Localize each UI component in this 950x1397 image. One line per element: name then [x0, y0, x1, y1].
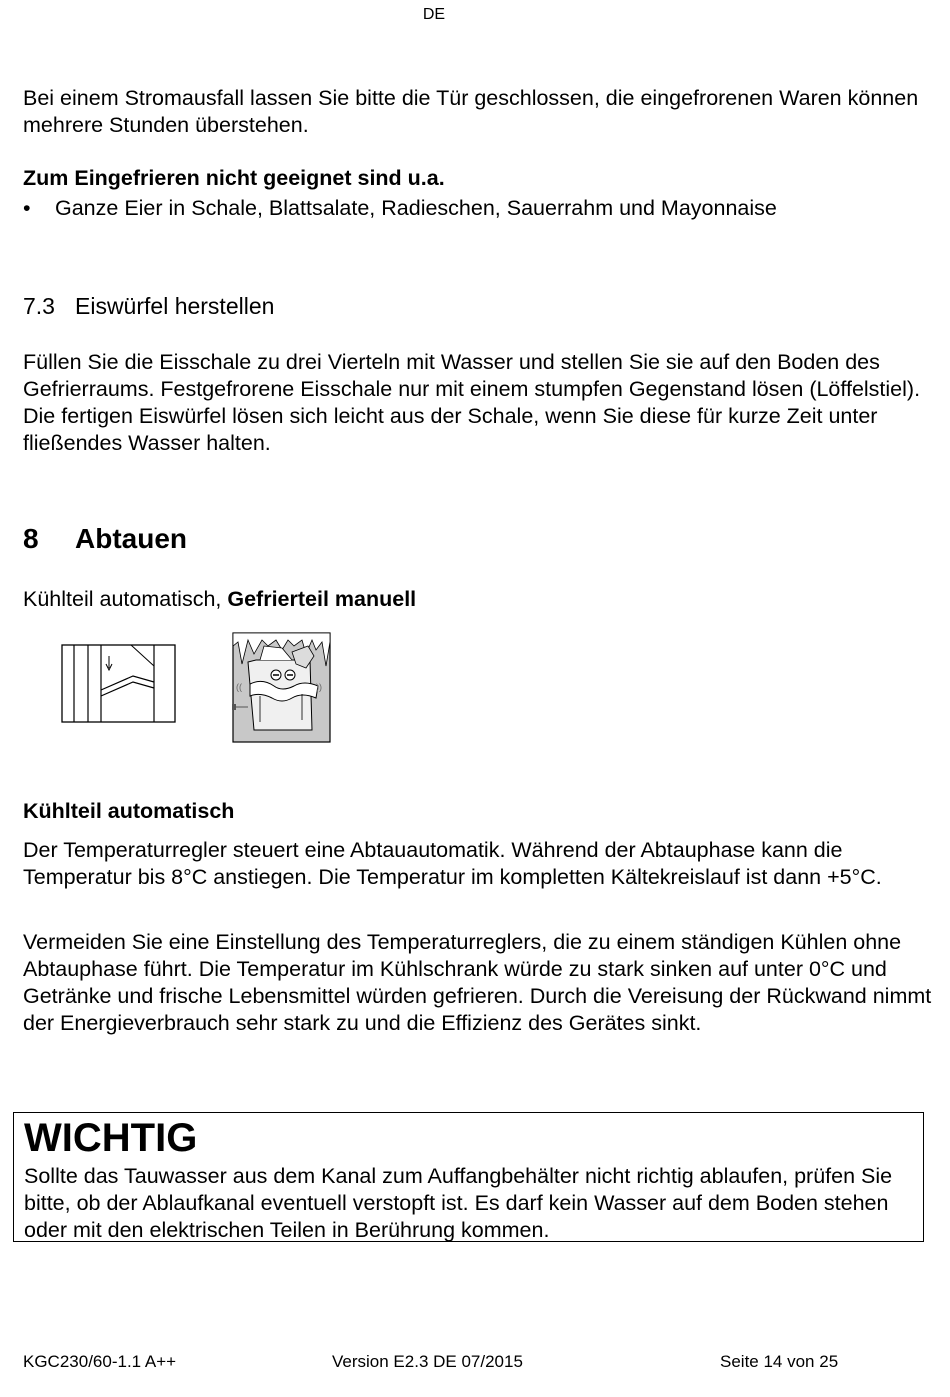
fridge-interior-illustration: [61, 644, 177, 724]
footer-page-number: Seite 14 von 25: [720, 1352, 839, 1371]
page-header-lang: DE: [422, 6, 446, 23]
footer-model: KGC230/60-1.1 A++: [23, 1352, 177, 1371]
auto-defrost-paragraph-1: Der Temperaturregler steuert eine Abtauautomatik. Während der Abtauphase kann die Temperatur bis 8°C anstiegen. Die Temperatur im kompletten Kältekreislauf ist dann +5°C.: [23, 838, 882, 889]
frozen-freezer-illustration: [232, 632, 332, 744]
list-item-text: Ganze Eier in Schale, Blattsalate, Radieschen, Sauerrahm und Mayonnaise: [55, 196, 777, 220]
list-item: [23, 195, 933, 222]
warning-box: [13, 1112, 924, 1242]
footer-version: Version E2.3 DE 07/2015: [332, 1352, 523, 1371]
warning-title: WICHTIG: [24, 1116, 198, 1160]
bullet-icon: •: [23, 196, 31, 220]
not-suitable-title: Zum Eingefrieren nicht geeignet sind u.a.: [23, 166, 445, 190]
defrost-mode-line: [23, 586, 416, 613]
section-title: Abtauen: [75, 523, 187, 554]
section-title: Eiswürfel herstellen: [75, 293, 275, 319]
power-outage-paragraph: Bei einem Stromausfall lassen Sie bitte die Tür geschlossen, die eingefrorenen Waren können mehrere Stunden überstehen.: [23, 86, 919, 137]
auto-defrost-paragraph-2: Vermeiden Sie eine Einstellung des Temperaturreglers, die zu einem ständigen Kühlen ohne Abtauphase führt. Die Temperatur im Kühlschrank würde zu stark sinken auf unter 0°C und Getränke und frische Lebensmittel würden gefrieren. Durch die Vereisung der Rückwand nimmt der Energieverbrauch sehr stark zu und die Effizienz des Gerätes sinkt.: [23, 930, 932, 1035]
section-number: 7.3: [23, 293, 55, 319]
defrost-mode-bold: Gefrierteil manuell: [227, 587, 417, 611]
warning-text: Sollte das Tauwasser aus dem Kanal zum Auffangbehälter nicht richtig ablaufen, prüfen Sie bitte, ob der Ablaufkanal eventuell verstopft ist. Es darf kein Wasser auf dem Boden stehen oder mit den elektrischen Teilen in Berührung kommen.: [24, 1164, 893, 1242]
auto-defrost-title: Kühlteil automatisch: [23, 799, 235, 823]
svg-text:)): )): [316, 682, 322, 692]
svg-text:((: ((: [236, 682, 242, 692]
section-8-heading: [23, 523, 187, 555]
defrost-mode-regular: Kühlteil automatisch,: [23, 587, 228, 611]
section-number: 8: [23, 523, 39, 554]
section-7-3-heading: [23, 293, 274, 320]
ice-cube-paragraph: Füllen Sie die Eisschale zu drei Vierteln mit Wasser und stellen Sie sie auf den Boden des Gefrierraums. Festgefrorene Eisschale nur mit einem stumpfen Gegenstand lösen (Löffelstiel). Die fertigen Eiswürfel lösen sich leicht aus der Schale, wenn Sie diese für kurze Zeit unter fließendes Wasser halten.: [23, 350, 921, 455]
